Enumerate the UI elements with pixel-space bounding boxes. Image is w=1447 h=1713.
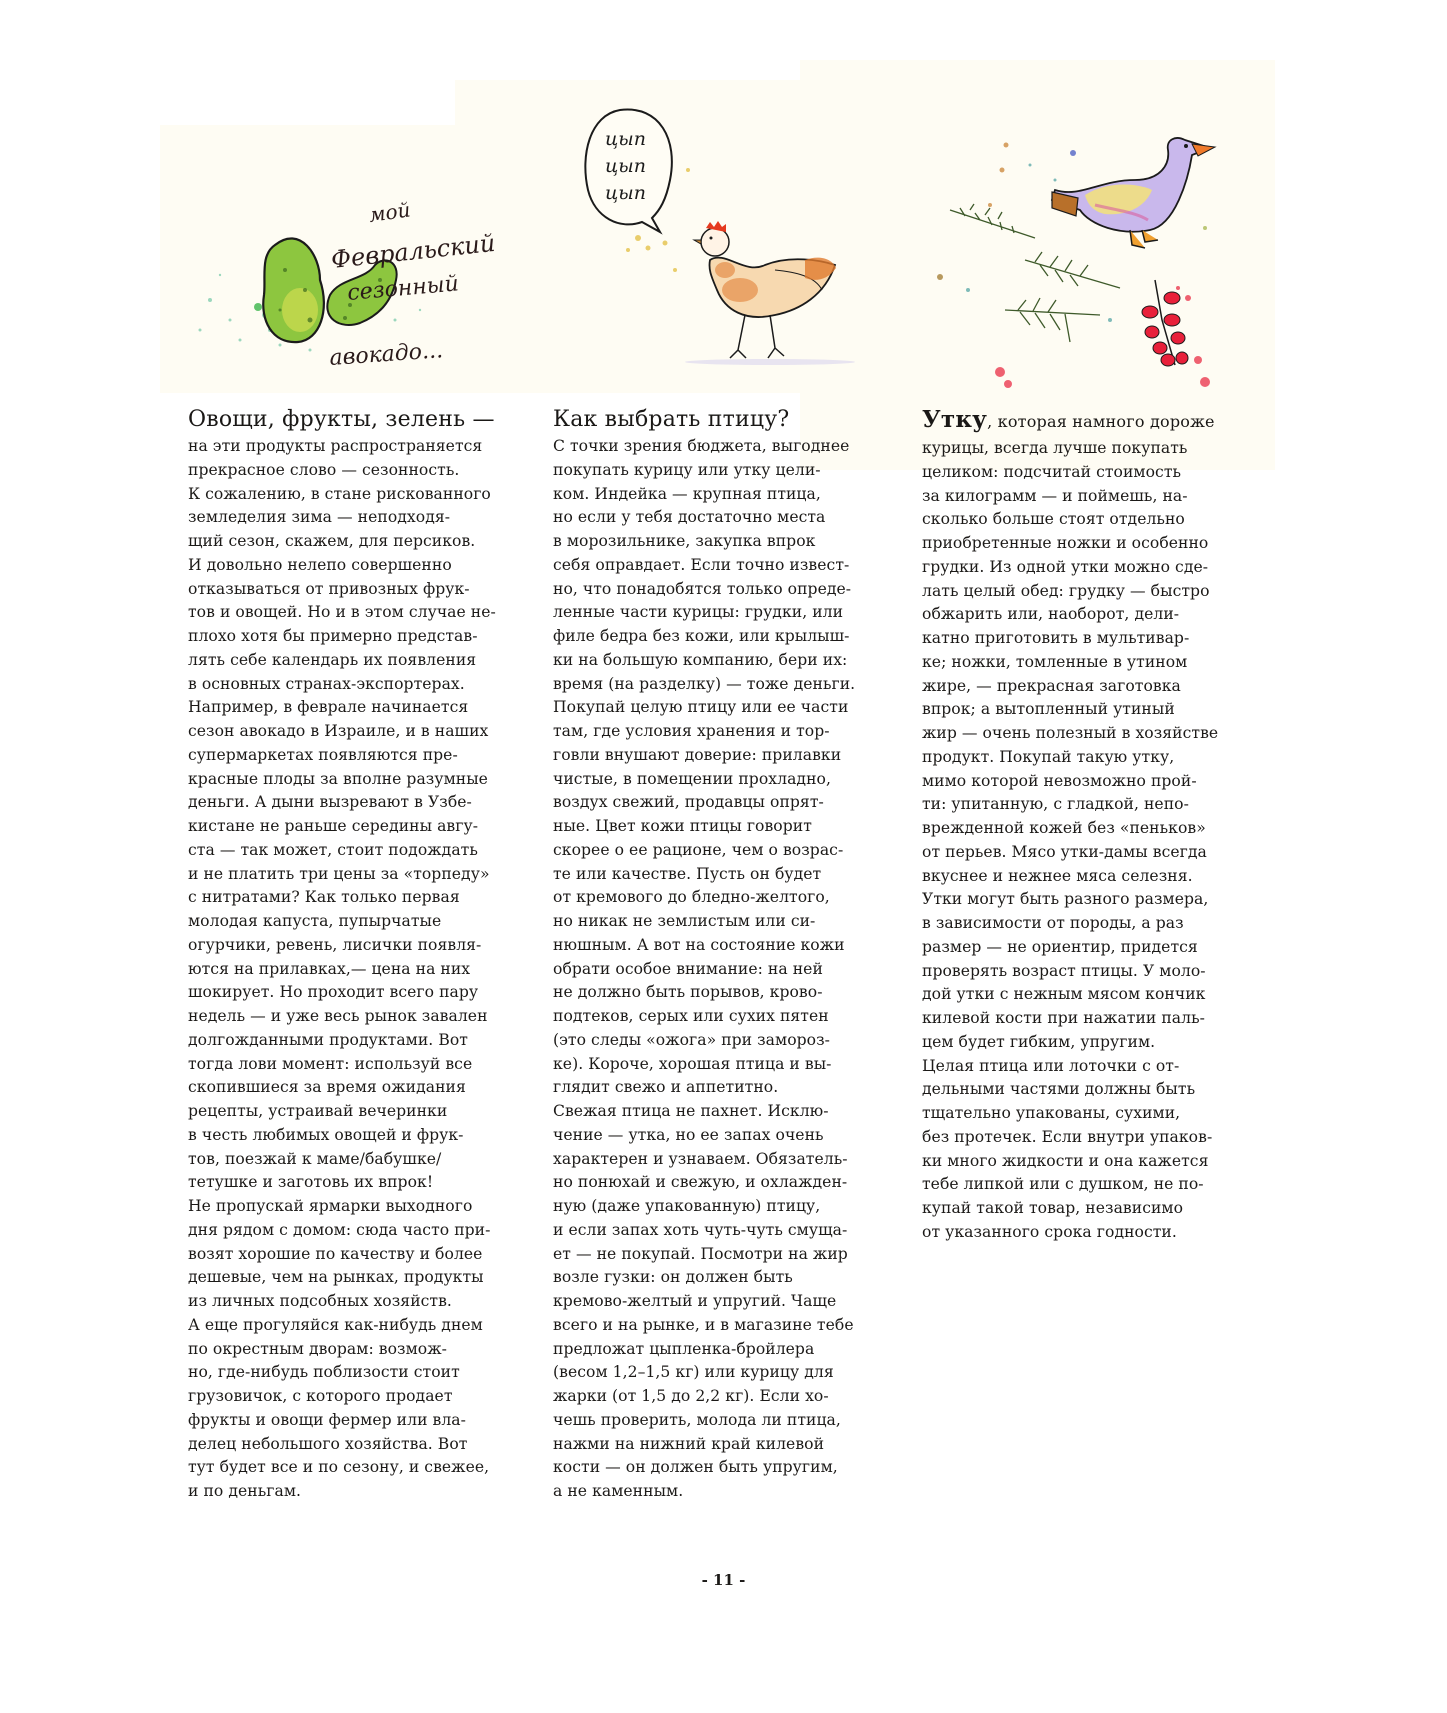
speech-bubble-text-1: цып (605, 128, 646, 150)
text-line: К сожалению, в стане рискованного (188, 484, 491, 503)
text-line: возле гузки: он должен быть (553, 1268, 793, 1287)
text-line: отказываться от привозных фрук- (188, 579, 470, 598)
text-line: и если запах хоть чуть-чуть смуща- (553, 1220, 848, 1239)
text-line: из личных подсобных хозяйств. (188, 1292, 452, 1310)
text-line: дой утки с нежным мясом кончик (922, 985, 1206, 1004)
text-line: недель — и уже весь рынок завален (188, 1007, 488, 1025)
text-line: целиком: подсчитай стоимость (922, 462, 1182, 481)
text-line: филе бедра без кожи, или крылыш- (553, 627, 850, 645)
text-line: за килограмм — и поймешь, на- (922, 486, 1188, 505)
text-line: жир — очень полезный в хозяйстве (922, 724, 1219, 742)
text-line: ки на большую компанию, бери их: (553, 650, 848, 669)
text-line: размер — не ориентир, придется (922, 937, 1198, 956)
text-line: а не каменным. (553, 1482, 684, 1500)
text-line: щий сезон, скажем, для персиков. (188, 532, 476, 550)
column-body (553, 435, 903, 1504)
text-line: жире, — прекрасная заготовка (922, 676, 1181, 695)
text-line: курицы, всегда лучше покупать (922, 439, 1188, 457)
lead-bold-word: Утку (922, 406, 988, 433)
text-line: дня рядом с домом: сюда часто при- (188, 1220, 491, 1239)
handwritten-caption-line-1: мой (367, 197, 412, 227)
text-line: деньги. А дыни вызревают в Узбе- (188, 793, 472, 812)
text-line: фрукты и овощи фермер или вла- (188, 1410, 466, 1429)
text-line: ке; ножки, томленные в утином (922, 652, 1188, 671)
text-line: чешь проверить, молода ли птица, (553, 1410, 841, 1429)
text-line: тетушке и заготовь их впрок! (188, 1173, 434, 1192)
text-line: с нитратами? Как только первая (188, 888, 460, 907)
text-line: ленные части курицы: грудки, или (553, 603, 844, 622)
text-line: (это следы «ожога» при замороз- (553, 1030, 830, 1049)
article-column-poultry (553, 405, 903, 1504)
text-line: без протечек. Если внутри упаков- (922, 1127, 1213, 1146)
text-line: на эти продукты распространяется (188, 437, 483, 455)
text-line: в основных странах-экспортерах. (188, 674, 465, 693)
duck-illustration (930, 120, 1230, 390)
text-line: обжарить или, наоборот, дели- (922, 605, 1180, 624)
text-line: ные. Цвет кожи птицы говорит (553, 817, 812, 835)
text-line: земледелия зима — неподходя- (188, 508, 451, 527)
lead-rest-text: , которая намного дороже (987, 412, 1215, 431)
text-line: дешевые, чем на рынках, продукты (188, 1268, 484, 1287)
text-line: нюшным. А вот на состояние кожи (553, 935, 845, 954)
text-line: говли внушают доверие: прилавки (553, 745, 842, 764)
text-line: от указанного срока годности. (922, 1222, 1177, 1241)
text-line: ную (даже упакованную) птицу, (553, 1197, 821, 1215)
text-line: тщательно упакованы, сухими, (922, 1104, 1181, 1122)
text-line: но понюхай и свежую, и охлажден- (553, 1173, 848, 1192)
text-line: там, где условия хранения и тор- (553, 722, 830, 740)
text-line: предложат цыпленка-бройлера (553, 1339, 815, 1358)
text-line: ти: упитанную, с гладкой, непо- (922, 795, 1189, 814)
text-line: килевой кости при нажатии паль- (922, 1009, 1205, 1027)
text-line: скорее о ее рационе, чем о возрас- (553, 840, 844, 859)
text-line: рецепты, устраивай вечеринки (188, 1102, 448, 1120)
text-line: плохо хотя бы примерно представ- (188, 627, 478, 645)
text-line: мимо которой невозможно прой- (922, 771, 1197, 790)
text-line: впрок; а вытопленный утиный (922, 700, 1175, 719)
text-line: делец небольшого хозяйства. Вот (188, 1434, 468, 1453)
text-line: лать целый обед: грудку — быстро (922, 581, 1210, 600)
text-line: цем будет гибким, упругим. (922, 1032, 1156, 1051)
text-line: глядит свежо и аппетитно. (553, 1078, 779, 1097)
text-line: воздух свежий, продавцы опрят- (553, 793, 824, 812)
text-line: тов, поезжай к маме/бабушке/ (188, 1149, 442, 1168)
text-line: ком. Индейка — крупная птица, (553, 484, 821, 503)
text-line: И довольно нелепо совершенно (188, 555, 452, 574)
text-line: характерен и узнаваем. Обязатель- (553, 1149, 848, 1168)
text-line: кистане не раньше середины авгу- (188, 817, 479, 835)
text-line: но, где-нибудь поблизости стоит (188, 1363, 460, 1382)
text-line: обрати особое внимание: на ней (553, 959, 823, 978)
text-line: А еще прогуляйся как-нибудь днем (188, 1315, 483, 1334)
text-line: в морозильнике, закупка впрок (553, 532, 816, 550)
column-body (188, 435, 538, 1504)
text-line: в зависимости от породы, а раз (922, 914, 1184, 932)
text-line: покупать курицу или утку цели- (553, 460, 821, 479)
text-line: огурчики, ревень, лисички появля- (188, 935, 482, 954)
text-line: тов и овощей. Но и в этом случае не- (188, 603, 496, 622)
text-line: прекрасное слово — сезонность. (188, 460, 460, 479)
text-line: грузовичок, с которого продает (188, 1387, 453, 1405)
text-line: проверять возраст птицы. У моло- (922, 961, 1206, 980)
text-line: Целая птица или лоточки с от- (922, 1056, 1180, 1075)
speech-bubble-text-3: цып (605, 182, 646, 204)
heading-vegetables: Овощи, фрукты, зелень — (188, 407, 495, 432)
handwritten-caption-line-3: сезонный (346, 271, 460, 306)
text-line: скопившиеся за время ожидания (188, 1078, 466, 1097)
text-line: Например, в феврале начинается (188, 698, 469, 717)
text-line: ке). Короче, хорошая птица и вы- (553, 1054, 832, 1073)
text-line: дельными частями должны быть (922, 1080, 1196, 1099)
text-line: катно приготовить в мультивар- (922, 629, 1190, 647)
text-line: Не пропускай ярмарки выходного (188, 1197, 473, 1215)
text-line: супермаркетах появляются пре- (188, 745, 458, 764)
text-line: Покупай целую птицу или ее части (553, 698, 849, 717)
text-line: подтеков, серых или сухих пятен (553, 1007, 829, 1025)
speech-bubble-text-2: цып (605, 155, 646, 177)
text-line: жарки (от 1,5 до 2,2 кг). Если хо- (553, 1387, 829, 1405)
handwritten-caption-line-4: авокадо... (328, 338, 444, 370)
text-line: всего и на рынке, и в магазине тебе (553, 1315, 854, 1334)
article-column-duck (922, 405, 1272, 1245)
text-line: врежденной кожей без «пеньков» (922, 819, 1206, 837)
text-line: ста — так может, стоит подождать (188, 840, 478, 859)
text-line: по окрестным дворам: возмож- (188, 1339, 447, 1358)
text-line: и не платить три цены за «торпеду» (188, 864, 490, 883)
heading-choose-poultry: Как выбрать птицу? (553, 407, 790, 432)
text-line: ются на прилавках,— цена на них (188, 959, 471, 978)
text-line: но никак не землистым или си- (553, 912, 816, 930)
handwritten-caption-line-2: Февральский (329, 228, 497, 274)
page-number: - 11 - (701, 1571, 746, 1589)
text-line: (весом 1,2–1,5 кг) или курицу для (553, 1363, 834, 1382)
text-line: шокирует. Но проходит всего пару (188, 983, 479, 1002)
text-line: грудки. Из одной утки можно сде- (922, 557, 1209, 576)
text-line: не должно быть порывов, крово- (553, 983, 823, 1002)
text-line: С точки зрения бюджета, выгоднее (553, 437, 850, 455)
text-line: в честь любимых овощей и фрук- (188, 1125, 464, 1144)
text-line: нажми на нижний край килевой (553, 1434, 825, 1453)
text-line: тут будет все и по сезону, и свежее, (188, 1458, 490, 1477)
text-line: долгожданными продуктами. Вот (188, 1030, 468, 1049)
text-line: вкуснее и нежнее мяса селезня. (922, 866, 1193, 885)
text-line: но, что понадобятся только опреде- (553, 579, 852, 598)
text-line: себя оправдает. Если точно извест- (553, 555, 850, 574)
article-column-vegetables (188, 405, 538, 1504)
text-line: от перьев. Мясо утки-дамы всегда (922, 842, 1207, 861)
text-line: молодая капуста, пупырчатые (188, 912, 442, 930)
text-line: но если у тебя достаточно места (553, 508, 826, 527)
text-line: тогда лови момент: используй все (188, 1054, 473, 1073)
text-line: лять себе календарь их появления (188, 650, 477, 669)
text-line: ет — не покупай. Посмотри на жир (553, 1244, 848, 1263)
text-line: ки много жидкости и она кажется (922, 1151, 1209, 1170)
text-line: Свежая птица не пахнет. Исклю- (553, 1102, 829, 1120)
text-line: те или качестве. Пусть он будет (553, 864, 822, 883)
text-line: сезон авокадо в Израиле, и в наших (188, 722, 489, 740)
text-line: тебе липкой или с душком, не по- (922, 1175, 1204, 1194)
text-line: Утки могут быть разного размера, (922, 890, 1209, 909)
text-line: сколько больше стоят отдельно (922, 510, 1185, 529)
text-line: купай такой товар, независимо (922, 1199, 1184, 1217)
column-body (922, 437, 1272, 1245)
text-line: чение — утка, но ее запах очень (553, 1125, 824, 1144)
lead-line-duck (922, 405, 1272, 437)
text-line: продукт. Покупай такую утку, (922, 747, 1175, 766)
text-line: кремово-желтый и упругий. Чаще (553, 1292, 837, 1310)
avocado-illustration (180, 160, 510, 370)
text-line: и по деньгам. (188, 1482, 302, 1500)
text-line: чистые, в помещении прохладно, (553, 769, 831, 788)
text-line: красные плоды за вполне разумные (188, 769, 488, 788)
text-line: возят хорошие по качеству и более (188, 1244, 483, 1263)
text-line: кости — он должен быть упругим, (553, 1458, 838, 1477)
text-line: приобретенные ножки и особенно (922, 534, 1209, 552)
chicken-illustration (560, 100, 860, 380)
text-line: от кремового до бледно-желтого, (553, 888, 830, 907)
text-line: время (на разделку) — тоже деньги. (553, 674, 856, 693)
